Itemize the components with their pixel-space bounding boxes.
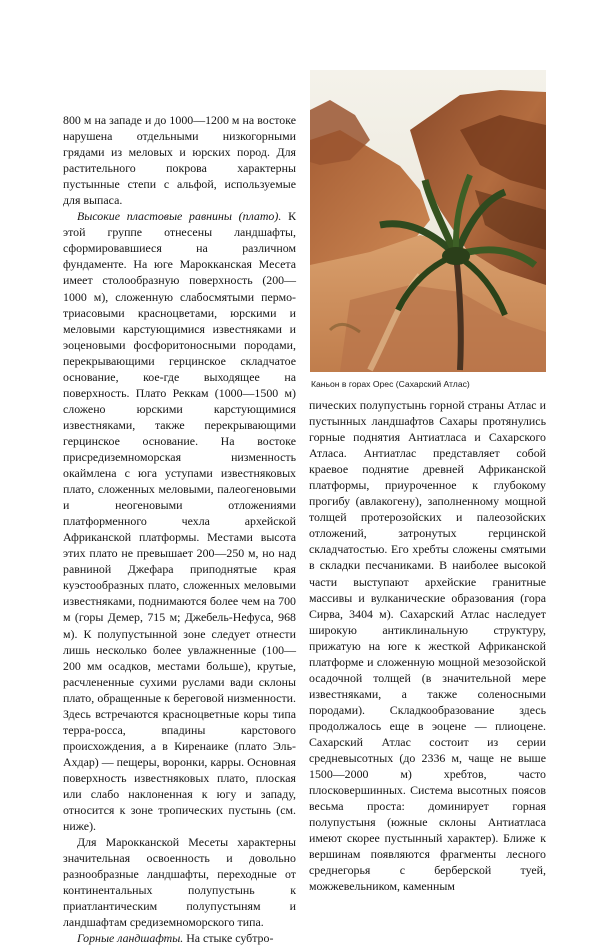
- left-text-column: [63, 112, 296, 946]
- paragraph-mountains-text: На стыке субтро-: [183, 931, 274, 946]
- paragraph-meseta: Для Марокканской Месеты характерны значительная освоенность и довольно разнообразные ландшафты, переходные от континентальных полупустынь к приатлантическим полупустыням и ландшафтам средиземноморского типа.: [63, 835, 296, 930]
- section-heading-plateaus: Высокие пластовые равнины (плато).: [77, 209, 282, 224]
- paragraph-continued: 800 м на западе и до 1000—1200 м на востоке нарушена отдельными низкогорными грядами из меловых и юрских пород. Для растительного покрова характерны пустынные степи с альфой, используемые для выпаса.: [63, 113, 296, 208]
- photo-caption: Каньон в горах Орес (Сахарский Атлас): [311, 379, 470, 389]
- section-heading-mountains: Горные ландшафты.: [77, 931, 184, 946]
- canyon-photo-illustration: [310, 70, 546, 372]
- paragraph-mountains: [63, 930, 296, 946]
- right-text-column: [309, 397, 546, 894]
- paragraph-mountains-continued: пических полупустынь горной страны Атлас и пустынных ландшафтов Сахары протянулись горные поднятия Антиатласа и Сахарского Атласа. Антиатлас представляет собой краевое поднятие древней Африканской платформы, приуроченное к глубокому прогибу (авлакогену), заполненному мощной толщей протерозойских и палеозойских отложений, затронутых герцинской складчатостью. Его хребты сложены смятыми в складки песчаниками. В наиболее высокой части выступают архейские гранитные массивы и вулканические образования (гора Сирва, 3404 м). Сахарский Атлас наследует широкую антиклинальную структуру, прижатую на юге к жесткой Африканской платформе и сложенную мощной мезозойской осадочной толщей (в значительной мере известняками, а также соленосными породами). Складкообразование здесь продолжалось еще в эоцене — плиоцене. Сахарский Атлас состоит из серии средневысотных (до 2336 м, чаще не выше 1500—2000 м) хребтов, часто плосковершинных. Система высотных поясов весьма проста: доминирует горная полупустыня (южные склоны Антиатласа имеют скорее пустынный характер). Ближе к вершинам появляются фрагменты лесного среднегорья с берберской туей, можжевельником, каменным: [309, 398, 546, 894]
- paragraph-plateaus: [63, 208, 296, 834]
- paragraph-plateaus-text: К этой группе отнесены ландшафты, сформировавшиеся на различном фундаменте. На юге Марокканская Месета имеет столообразную поверхность (200—1000 м), сложенную слабосмятыми пермо-триасовыми красноцветами, юрскими и меловыми карстующимися известняками и эоценовыми фосфоритоносными породами, перекрывающими герцинское складчатое основание, кое-где выходящее на поверхность. Плато Реккам (1000—1500 м) сложено юрскими карстующимися известняками, также перекрывающими герцинское основание. На востоке присредиземноморская низменность окаймлена с юга уступами известняковых плато, сложенных меловыми, палеогеновыми и неогеновыми отложениями платформенного чехла архейской Африканской платформы. Местами высота этих плато не превышает 200—250 м, но над равниной Джефара приподнятые края куэстообразных плато, сложенных меловыми известняками, поднимаются более чем на 700 м (горы Демер, 715 м; Джебель-Нефуса, 968 м). К полупустынной зоне следует отнести лишь несколько более увлажненные (100—200 мм осадков, местами больше), крутые, расчлененные сухими руслами вади склоны плато, обращенные к береговой низменности. Здесь встречаются красноцветные коры типа терра-росса, впадины карстового происхождения, а в Киренаике (плато Эль-Ахдар) — пещеры, воронки, карры. Основная поверхность известняковых плато, плоская или слабо наклоненная к югу и западу, относится к зоне тропических пустынь (см. ниже).: [63, 209, 296, 834]
- canyon-photo: [310, 70, 546, 372]
